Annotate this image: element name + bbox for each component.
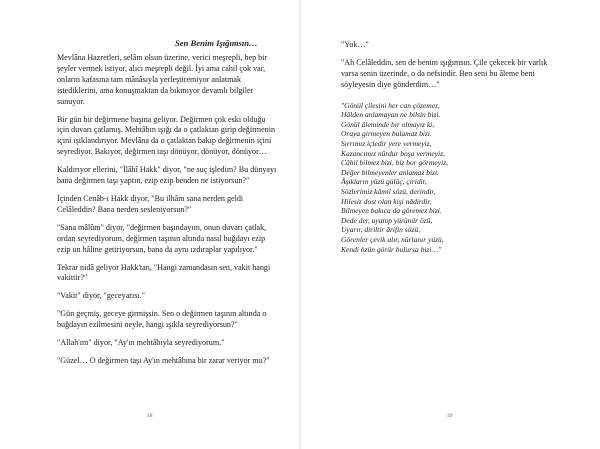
page-number: 48 bbox=[147, 413, 153, 419]
left-text-column bbox=[57, 53, 278, 374]
paragraph: Mevlâna Hazretleri, selâm olsun üzerine, verici meşrepli, hep bir şeyler vermek istiyor, alıcı meşrepli değil. İyi ama cahil çok var, onların kafasına tam mânâsıyla yerleştiremiyor anlatmak istediklerini, ama konuşmaktan da bıkmıyor devamlı bilgiler sunuyor. bbox=[57, 53, 268, 106]
paragraph: Kaldırıyor ellerini, "İlâhî Hakk" diyor, "ne suç işledim? Bu dünyayı bana değirmen taşı yaptın, ezip ezip benden ne istiyorsun?" bbox=[57, 165, 277, 186]
paragraph: Tekrar nidâ geliyor Hakk'tan, "Hangi zamandasın sen, vakit hangi vakittir?" bbox=[57, 262, 271, 283]
paragraph: "Sana mâlûm" diyor, "değirmen başındayım, onun duvarı çatlak, ordan seyrediyorum, değirmen taşının altında nasıl buğdayı ezip ezip un hâline getiriyorsun, bana da aynı ızdıraplar yapılıyor." bbox=[57, 222, 267, 254]
paragraph: "Vakit" diyor, "geceyarısı." bbox=[57, 291, 145, 301]
poem-line: Dede der, uyanıp yürünür özü, bbox=[341, 215, 433, 225]
paragraph: "Ah Celâleddin, sen de benim ışığımsın. Çile çekecek bir varlık varsa senin üzerinde, o da nefsindir. Ben seni bu âleme beni söyleyesin diye gönderdim…" bbox=[341, 57, 548, 89]
paragraph: Bir gün bir değirmene başına geliyor. Değirmen çok eski olduğu için duvarı çatlamış. Mehtâbın ışığı da o çatlaktan girip değirmenin içini ışıklandırıyor. Mevlâna da o çatlaktan bakıp değirmenin içini seyrediyor. Bakıyor, değirmen taşı dönüyor, dönüyor, dönüyor… bbox=[57, 114, 276, 157]
paragraph: "Yok…" bbox=[341, 40, 369, 49]
right-page bbox=[300, 0, 600, 449]
poem-line: Uyarır, diriltir ârifin sözü, bbox=[341, 225, 420, 235]
poem-line: Hilesiz dost olan kişi nâdirdir, bbox=[341, 196, 432, 206]
poem-line: Gönül âleminde bir olmayız ki, bbox=[341, 119, 435, 129]
poem-line: Câhil bilmez bizi, biz bor görmeyiz, bbox=[341, 158, 448, 168]
poem-line: Bilmeyen bakıca da göremez bizi. bbox=[341, 206, 442, 216]
poem-block bbox=[341, 101, 564, 255]
running-header: Sen Benim Işığımsın… bbox=[175, 38, 258, 48]
poem-line: Değer bilmeyenler anlamaz bizi. bbox=[341, 167, 439, 177]
paragraph: "Allah'ım" diyor, "Ay'ın mehtâbıyla seyrediyorum." bbox=[57, 338, 225, 348]
paragraph: "Güzel… O değirmen taşı Ay'ın mehtâbına bir zarar veriyor mu?" bbox=[57, 355, 270, 365]
paragraph: İçinden Cenâb-ı Hakk diyor, "Bu ilhâm sana nerden geldi Celâleddin? Bana nerden sesleniyorsun?" bbox=[57, 193, 244, 214]
page-number: 49 bbox=[447, 413, 453, 419]
poem-line: Kazancımız nûrdur boşa vermeyiz, bbox=[341, 148, 445, 158]
paragraph: "Gün geçmiş, geceye girmişsin. Sen o değirmen taşının altında o buğdayın ezilmesini neyle, hangi ışıkla seyrediyorsun?" bbox=[57, 309, 267, 330]
poem-line: Kendi özün görür bulursa bizi…" bbox=[341, 244, 442, 254]
poem-line: Sırrımız içtedir yere vermeyiz, bbox=[341, 139, 432, 148]
poem-line: "Gönül çilesini her can çözemez, bbox=[341, 100, 440, 110]
poem-line: Görenler çevik alır, nûrlanır yüzü, bbox=[341, 234, 444, 244]
poem-line: Oraya girmeyen bulamaz bizi. bbox=[341, 129, 432, 139]
poem-line: Hâlden anlamayan ne bilsin bizi. bbox=[341, 110, 441, 120]
right-text-column bbox=[341, 40, 564, 254]
poem-line: Sözlerimiz kâmil sözü, derindir, bbox=[341, 186, 436, 196]
poem-line: Âşıkların yüzü gülüç, çiridir, bbox=[341, 177, 427, 187]
